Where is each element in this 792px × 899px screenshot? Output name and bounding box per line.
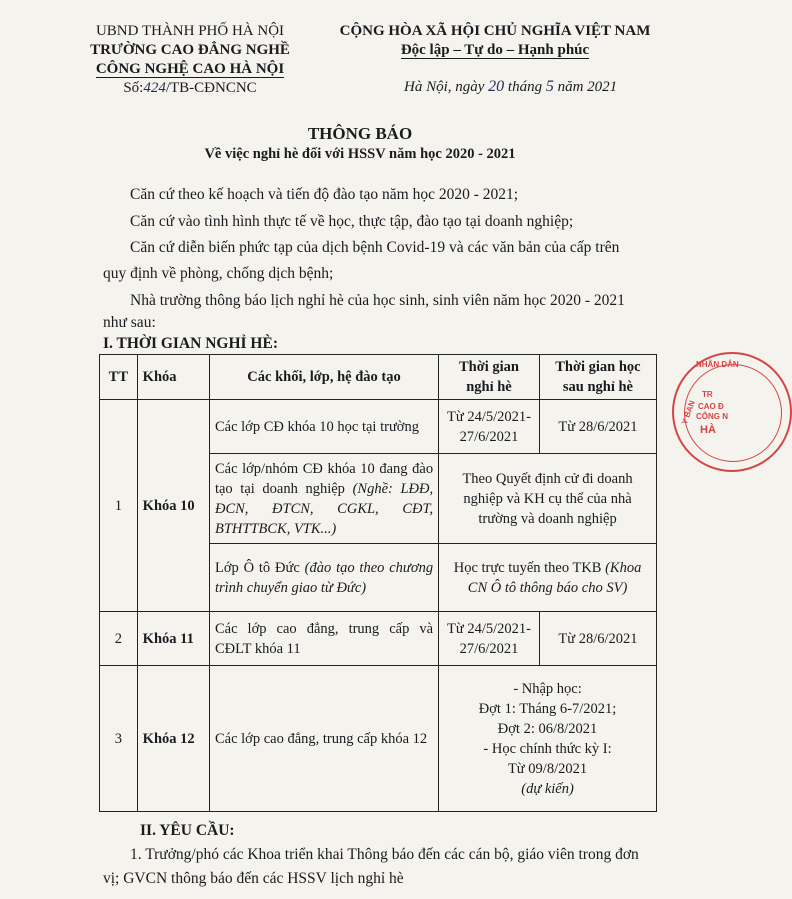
table-row — [100, 666, 657, 812]
k11-thoi-gian-hoc: Từ 28/6/2021 — [539, 612, 656, 666]
date-month: 5 — [545, 78, 554, 95]
section-2-title: II. YÊU CẦU: — [140, 822, 235, 839]
k12-note: - Nhập học: Đợt 1: Tháng 6-7/2021; Đợt 2: 06/8/2021 - Học chính thức kỳ I: Từ 09/8/2021 (dự kiến) — [439, 666, 657, 812]
row1-khoa: Khóa 10 — [137, 400, 209, 612]
k10-a-thoi-gian-hoc: Từ 28/6/2021 — [539, 400, 656, 454]
issuer-org: UBND THÀNH PHỐ HÀ NỘI — [95, 23, 285, 39]
national-header — [320, 22, 670, 60]
table-header-row — [100, 355, 657, 400]
issuer-school-line2: CÔNG NGHỆ CAO HÀ NỘI — [95, 61, 285, 77]
k11-thoi-gian-nghi: Từ 24/5/2021- 27/6/2021 — [439, 612, 540, 666]
requirement-1-line2: vị; GVCN thông báo đến các HSSV lịch nghỉ hè — [103, 870, 404, 887]
requirement-1-line1: 1. Trưởng/phó các Khoa triển khai Thông báo đến các cán bộ, giáo viên trong đơn — [130, 846, 639, 863]
paragraph-4-line2: như sau: — [103, 314, 156, 331]
k10-a-lop: Các lớp CĐ khóa 10 học tại trường — [209, 400, 438, 454]
paragraph-4-line1: Nhà trường thông báo lịch nghỉ hè của học sinh, sinh viên năm học 2020 - 2021 — [130, 292, 625, 309]
table-row — [100, 400, 657, 454]
document-title: THÔNG BÁO — [307, 124, 413, 143]
k10-c-lop: Lớp Ô tô Đức (đào tạo theo chương trình chuyển giao từ Đức) — [209, 544, 438, 612]
header-khoa: Khóa — [137, 355, 209, 400]
issuer-block — [70, 22, 310, 98]
paragraph-3-line2: quy định về phòng, chống dịch bệnh; — [103, 265, 334, 282]
header-lop: Các khối, lớp, hệ đào tạo — [209, 355, 438, 400]
row1-tt: 1 — [100, 400, 138, 612]
row3-tt: 3 — [100, 666, 138, 812]
k10-a-thoi-gian-nghi: Từ 24/5/2021- 27/6/2021 — [439, 400, 540, 454]
summer-break-table — [99, 354, 657, 812]
section-1-title: I. THỜI GIAN NGHỈ HÈ: — [103, 335, 278, 352]
k12-lop: Các lớp cao đẳng, trung cấp khóa 12 — [209, 666, 438, 812]
date-day: 20 — [488, 78, 505, 95]
k10-c-note: Học trực tuyến theo TKB (Khoa CN Ô tô thông báo cho SV) — [439, 544, 657, 612]
issue-date: Hà Nội, ngày 20 tháng 5 năm 2021 — [404, 78, 618, 95]
paragraph-2: Căn cứ vào tình hình thực tế về học, thực tập, đào tạo tại doanh nghiệp; — [130, 213, 574, 230]
table-row — [100, 612, 657, 666]
country-name: CỘNG HÒA XÃ HỘI CHỦ NGHĨA VIỆT NAM — [339, 23, 651, 39]
official-seal-stamp: NHÂN DÂN Y BAN TR CAO Đ CÔNG N HÀ — [672, 352, 792, 472]
header-tt: TT — [100, 355, 138, 400]
k11-lop: Các lớp cao đẳng, trung cấp và CĐLT khóa 11 — [209, 612, 438, 666]
k10-b-lop: Các lớp/nhóm CĐ khóa 10 đang đào tạo tại doanh nghiệp (Nghề: LĐĐ, ĐCN, ĐTCN, CGKL, CĐT, BTHTTBCK, VTK...) — [209, 454, 438, 544]
paragraph-1: Căn cứ theo kế hoạch và tiến độ đào tạo năm học 2020 - 2021; — [130, 186, 519, 203]
row2-tt: 2 — [100, 612, 138, 666]
row3-khoa: Khóa 12 — [137, 666, 209, 812]
issuer-school-line1: TRƯỜNG CAO ĐẲNG NGHỀ — [90, 42, 290, 58]
document-number: Số:424/TB-CĐNCNC — [123, 80, 257, 96]
k10-b-note: Theo Quyết định cử đi doanh nghiệp và KH cụ thể của nhà trường và doanh nghiệp — [439, 454, 657, 544]
header-thoi-gian-nghi: Thời gian nghỉ hè — [439, 355, 540, 400]
motto: Độc lập – Tự do – Hạnh phúc — [400, 42, 590, 58]
paragraph-3-line1: Căn cứ diễn biến phức tạp của dịch bệnh Covid-19 và các văn bản của cấp trên — [130, 239, 620, 256]
header-thoi-gian-hoc: Thời gian học sau nghỉ hè — [539, 355, 656, 400]
document-subtitle: Về việc nghỉ hè đối với HSSV năm học 2020 - 2021 — [204, 146, 516, 162]
row2-khoa: Khóa 11 — [137, 612, 209, 666]
document-number-handwritten: 424 — [143, 80, 166, 96]
